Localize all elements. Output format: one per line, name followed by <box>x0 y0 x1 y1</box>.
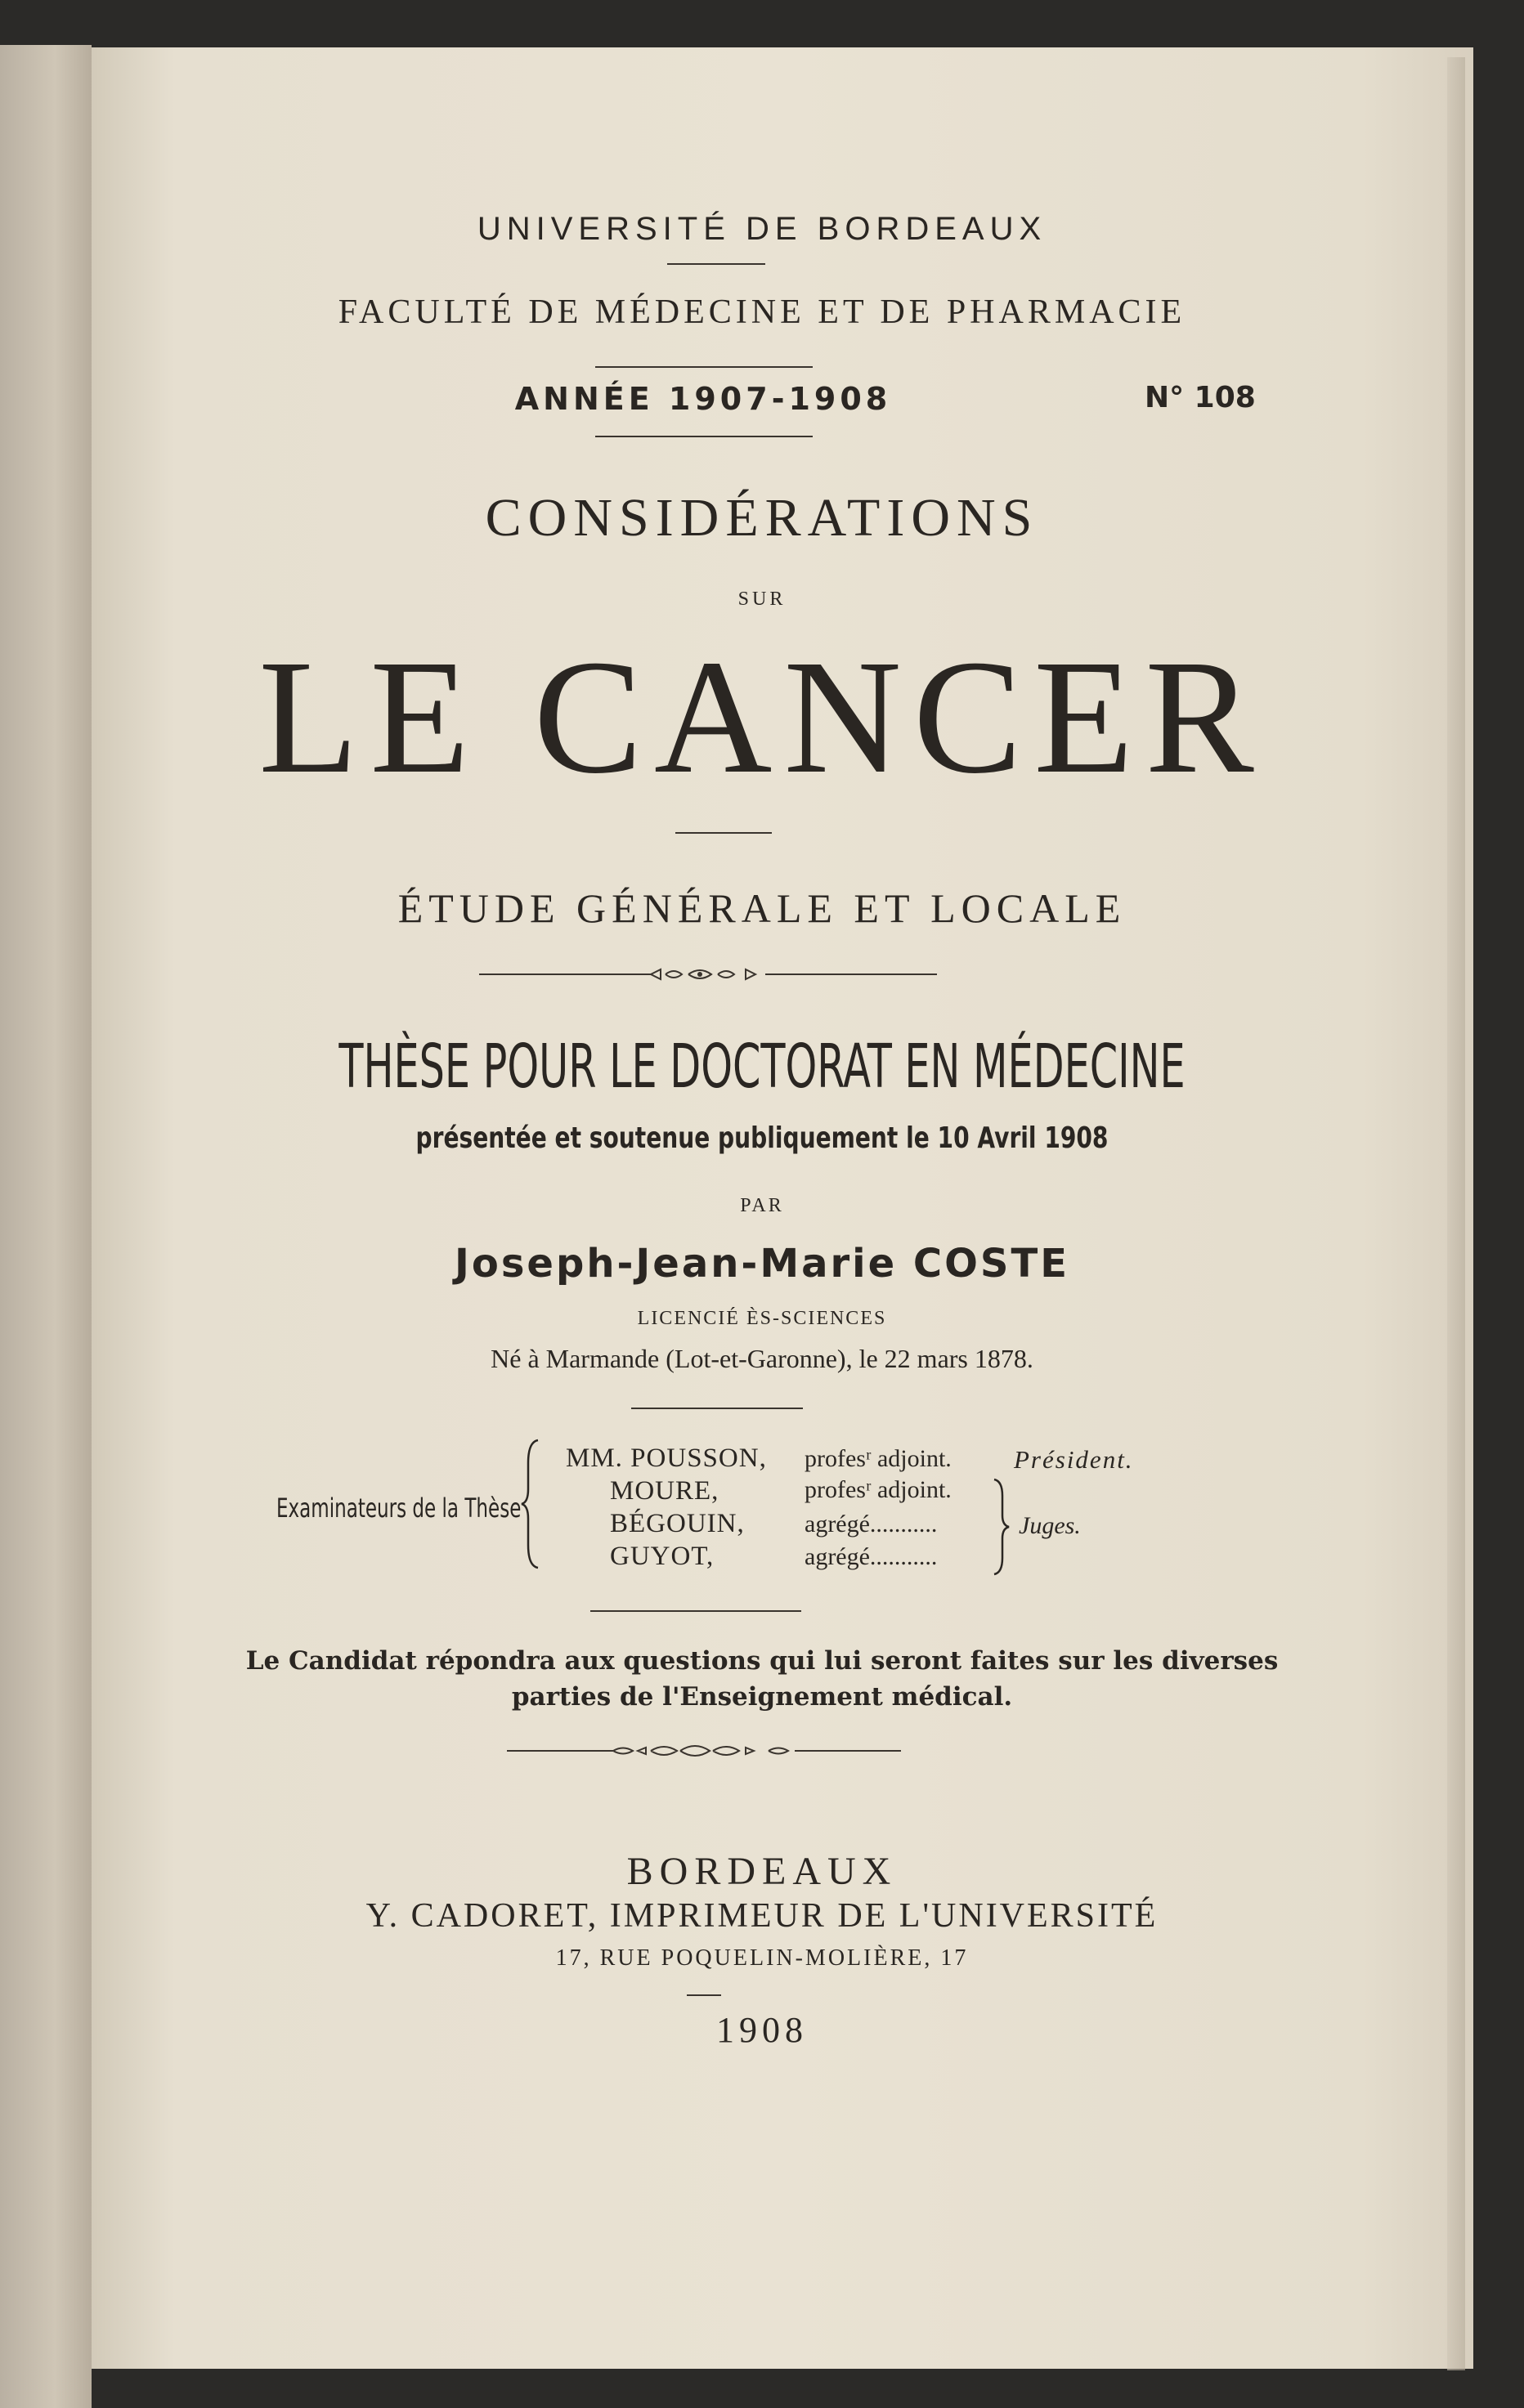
examiner-role: profesʳ adjoint. <box>805 1445 952 1472</box>
divider-imprint <box>687 1994 721 1996</box>
divider-year <box>595 436 813 437</box>
title-sur: SUR <box>737 589 787 610</box>
left-brace-icon <box>520 1439 545 1569</box>
examiner-role: profesʳ adjoint. <box>805 1476 952 1503</box>
author-birth: Né à Marmande (Lot-et-Garonne), le 22 mars 1878. <box>491 1344 1033 1373</box>
main-title: LE CANCER <box>258 627 1266 808</box>
candidate-note <box>0 1643 1524 1715</box>
faculty-name: FACULTÉ DE MÉDECINE ET DE PHARMACIE <box>338 293 1186 331</box>
ornamental-rule-icon <box>507 1741 901 1761</box>
thesis-number: N° 108 <box>1145 381 1256 414</box>
presentation-date: présentée et soutenue publiquement le 10 Avril 1908 <box>415 1121 1109 1155</box>
candidate-note-line: Le Candidat répondra aux questions qui lui seront faites sur les diverses <box>245 1646 1279 1676</box>
examiner-name: BÉGOUIN, <box>610 1509 745 1538</box>
thesis-heading: THÈSE POUR LE DOCTORAT EN MÉDECINE <box>338 1032 1186 1102</box>
president-label: Président. <box>1014 1445 1134 1474</box>
imprint-address: 17, RUE POQUELIN-MOLIÈRE, 17 <box>555 1945 969 1971</box>
examiner-role: agrégé........... <box>805 1543 938 1570</box>
by-label: PAR <box>740 1195 784 1216</box>
divider-title <box>675 832 772 834</box>
candidate-note-line: parties de l'Enseignement médical. <box>511 1682 1013 1712</box>
examiner-role: agrégé........... <box>805 1511 938 1537</box>
divider-examiners <box>590 1610 801 1612</box>
facing-page-edge <box>0 45 92 2408</box>
examiner-name: MM. POUSSON, <box>566 1443 767 1473</box>
imprint-year: 1908 <box>716 2010 808 2050</box>
right-brace-icon <box>991 1478 1012 1576</box>
author-name: Joseph-Jean-Marie COSTE <box>455 1241 1069 1287</box>
author-degree: LICENCIÉ ÈS-SCIENCES <box>637 1308 887 1329</box>
imprint-printer: Y. CADORET, IMPRIMEUR DE L'UNIVERSITÉ <box>365 1897 1159 1935</box>
academic-year: ANNÉE 1907-1908 <box>514 381 892 417</box>
divider-faculty <box>595 366 813 368</box>
examiners-label: Examinateurs de la Thèse <box>276 1493 522 1524</box>
divider-author <box>631 1408 803 1409</box>
examiner-name: MOURE, <box>610 1476 719 1506</box>
subtitle: ÉTUDE GÉNÉRALE ET LOCALE <box>397 885 1127 931</box>
judges-label: Juges. <box>1019 1512 1081 1539</box>
divider-university <box>667 263 765 265</box>
ornamental-rule-icon <box>479 965 937 984</box>
examiner-name: GUYOT, <box>610 1542 715 1571</box>
university-name: UNIVERSITÉ DE BORDEAUX <box>477 211 1047 247</box>
title-considerations: CONSIDÉRATIONS <box>485 488 1039 548</box>
imprint-city: BORDEAUX <box>626 1850 898 1893</box>
